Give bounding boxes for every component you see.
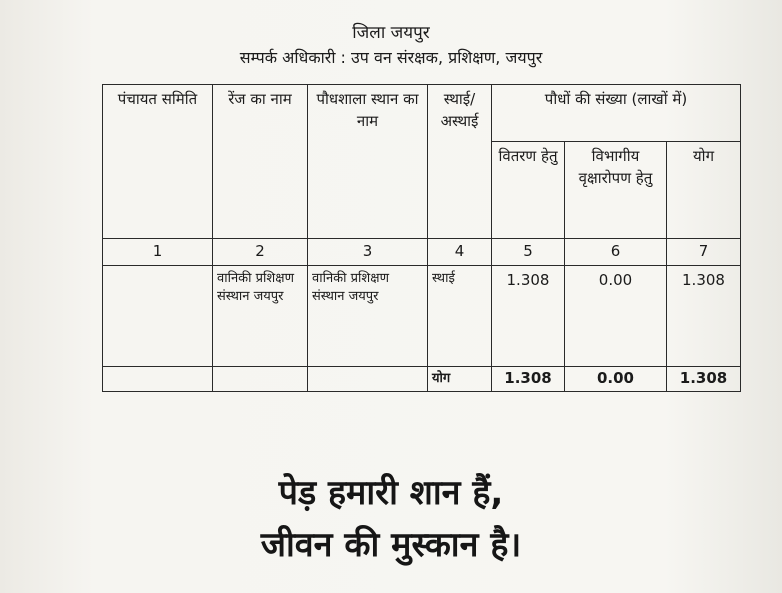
total-empty-cell	[213, 367, 308, 392]
column-number: 6	[565, 239, 667, 266]
grand-total-row	[103, 367, 741, 392]
contact-officer-heading: सम्पर्क अधिकारी : उप वन संरक्षक, प्रशिक्षण, जयपुर	[239, 48, 543, 67]
district-heading: जिला जयपुर	[352, 23, 430, 43]
grand-total-label: योग	[428, 367, 492, 392]
column-number-row	[103, 239, 741, 266]
total-empty-cell	[308, 367, 428, 392]
cell-nursery-location: वानिकी प्रशिक्षण संस्थान जयपुर	[308, 266, 428, 367]
cell-distribution: 1.308	[492, 266, 565, 367]
cell-range-name: वानिकी प्रशिक्षण संस्थान जयपुर	[213, 266, 308, 367]
table-header-row	[103, 85, 741, 142]
table-row	[103, 266, 741, 367]
column-number: 3	[308, 239, 428, 266]
cell-total: 1.308	[667, 266, 741, 367]
col-header-distribution: वितरण हेतु	[492, 141, 565, 238]
col-header-plant-count: पौधों की संख्या (लाखों में)	[492, 85, 741, 142]
col-header-nursery-location: पौधशाला स्थान का नाम	[308, 85, 428, 239]
nursery-table	[102, 84, 741, 392]
col-header-panchayat-samiti: पंचायत समिति	[103, 85, 213, 239]
col-header-departmental-planting: विभागीय वृक्षारोपण हेतु	[565, 141, 667, 238]
col-header-total: योग	[667, 141, 741, 238]
slogan-line-1: पेड़ हमारी शान हैं,	[278, 473, 504, 513]
column-number: 4	[428, 239, 492, 266]
column-number: 5	[492, 239, 565, 266]
cell-departmental: 0.00	[565, 266, 667, 367]
grand-total-departmental: 0.00	[565, 367, 667, 392]
grand-total-total: 1.308	[667, 367, 741, 392]
cell-panchayat-samiti	[103, 266, 213, 367]
grand-total-distribution: 1.308	[492, 367, 565, 392]
slogan-line-2: जीवन की मुस्कान है।	[260, 525, 522, 565]
total-empty-cell	[103, 367, 213, 392]
column-number: 2	[213, 239, 308, 266]
cell-type: स्थाई	[428, 266, 492, 367]
col-header-range-name: रेंज का नाम	[213, 85, 308, 239]
column-number: 1	[103, 239, 213, 266]
column-number: 7	[667, 239, 741, 266]
col-header-permanent-temporary: स्थाई/ अस्थाई	[428, 85, 492, 239]
